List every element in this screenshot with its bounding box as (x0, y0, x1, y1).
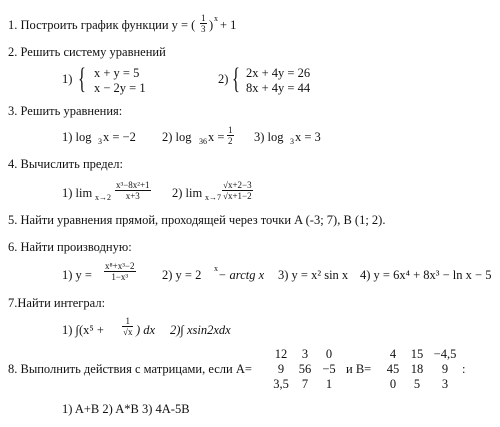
integral-1-fraction: 1 √x (123, 316, 133, 337)
problem-5-text: 5. Найти уравнения прямой, проходящей через точки A (-3; 7), B (1; 2). (8, 213, 386, 227)
problem-8-tasks: 1) A+B 2) A*B 3) 4A-5B (62, 402, 190, 416)
problem-7-heading: 7.Найти интеграл: (8, 296, 106, 310)
problem-2-heading: 2. Решить систему уравнений (8, 45, 166, 59)
brace-icon: { (78, 62, 86, 95)
problem-1-fraction: 1 3 (201, 13, 206, 34)
derivative-1-fraction: x⁸+x³−2 1−x³ (105, 261, 135, 282)
problem-1-text: 1. Построить график функции y = ( (8, 18, 196, 32)
problem-8-text: 8. Выполнить действия с матрицами, если A= (8, 362, 252, 376)
brace-icon: { (232, 62, 240, 95)
problem-3-fraction: 1 2 (228, 125, 233, 146)
limit-2-fraction: √x+2−3 √x+1−2 (223, 180, 252, 201)
limit-1-fraction: x³−8x²+1 x+3 (116, 180, 150, 201)
problem-3-heading: 3. Решить уравнения: (8, 104, 123, 118)
problem-4-heading: 4. Вычислить предел: (8, 157, 123, 171)
problem-6-heading: 6. Найти производную: (8, 240, 132, 254)
